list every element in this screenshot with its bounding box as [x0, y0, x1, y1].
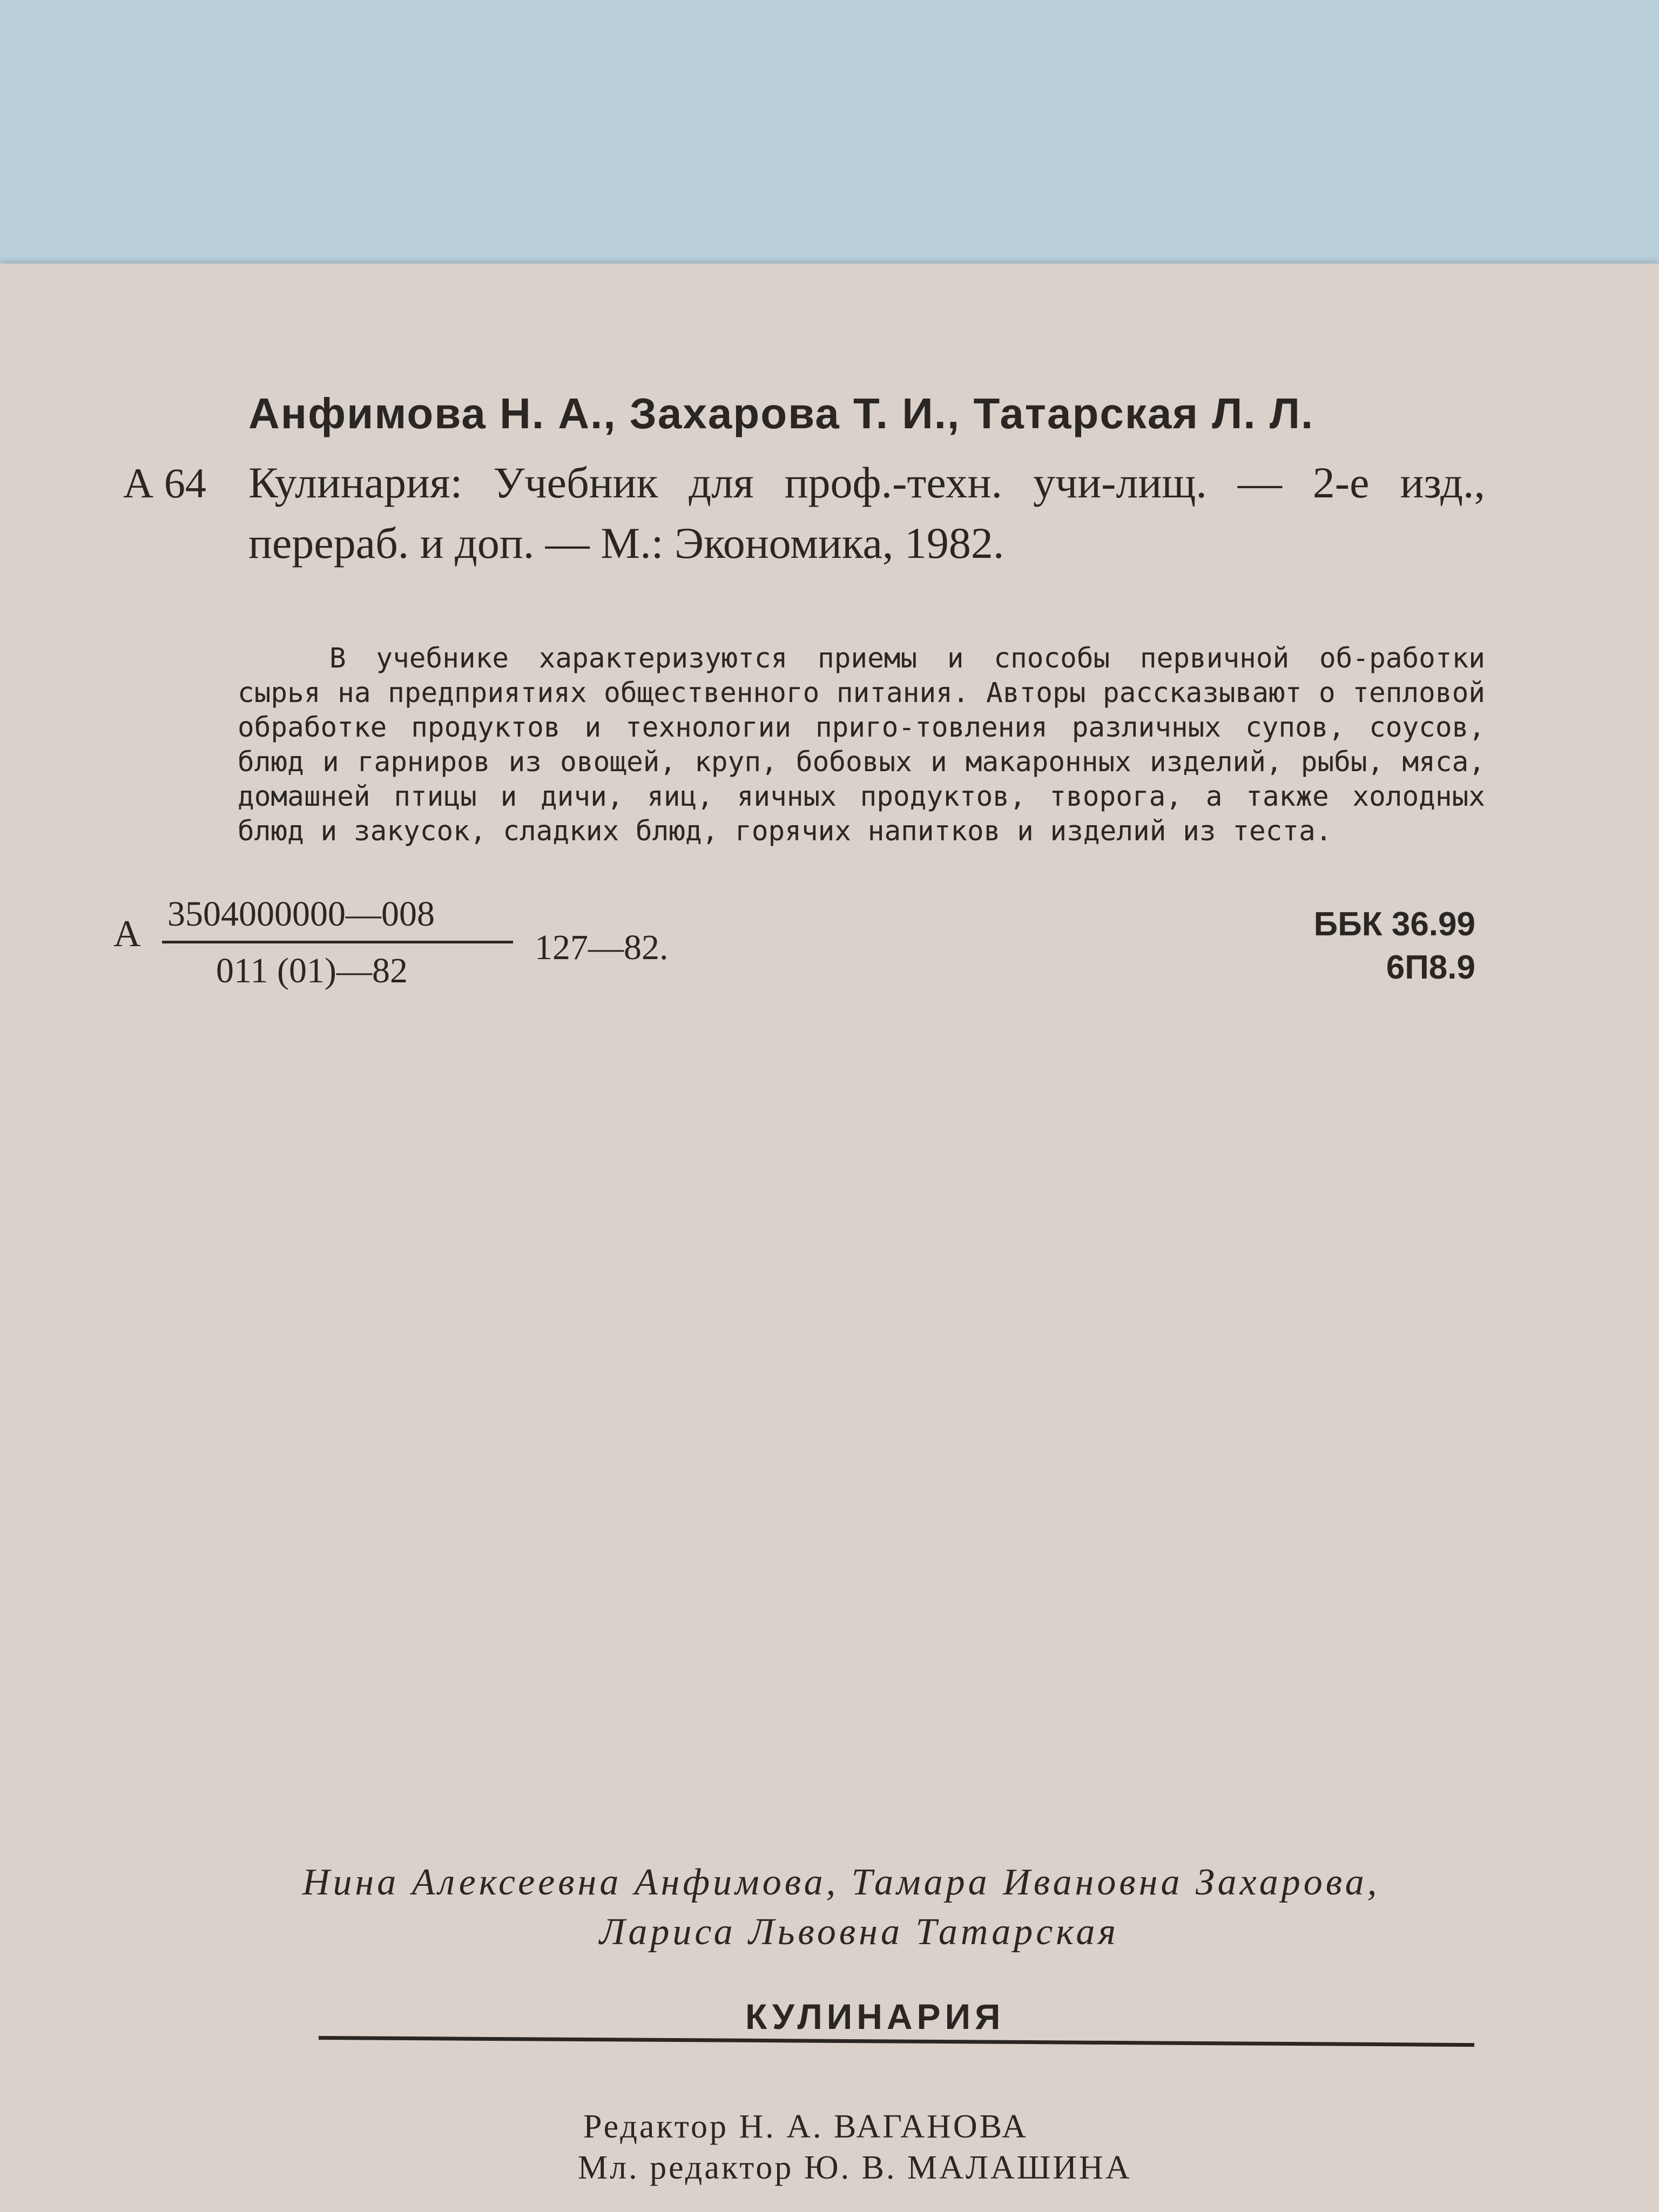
- bbk-subcode: 6П8.9: [1386, 949, 1475, 986]
- book-title: КУЛИНАРИЯ: [745, 1997, 1005, 2036]
- full-names-line-2: Лариса Львовна Татарская: [599, 1911, 1119, 1953]
- order-code: 127—82.: [535, 928, 669, 967]
- annotation-paragraph: В учебнике характеризуются приемы и способы первичной об-работки сырья на предприятиях общественного питания. Авторы рассказывают о тепловой обработке продуктов и технологии приго-товления различных супов, соусов, блюд и гарниров из овощей, круп, бобовых и макаронных изделий, рыбы, мяса, домашней птицы и дичи, яиц, яичных продуктов, творога, а также холодных блюд и закусок, сладких блюд, горячих напитков и изделий из теста.: [238, 643, 1485, 847]
- fraction-numerator: 3504000000—008: [167, 894, 435, 934]
- bbk-code: ББК 36.99: [1313, 906, 1475, 943]
- junior-editor-credit: Мл. редактор Ю. В. МАЛАШИНА: [578, 2149, 1132, 2186]
- editorial-credits: [578, 2106, 1132, 2188]
- editor-credit: Редактор Н. А. ВАГАНОВА: [583, 2108, 1028, 2145]
- fraction-denominator: 011 (01)—82: [216, 951, 408, 990]
- author-full-names: [302, 1858, 1491, 1957]
- authors-line: Анфимова Н. А., Захарова Т. И., Татарская Л. Л.: [248, 389, 1314, 437]
- annotation-text: [238, 642, 1485, 849]
- bibliographic-title: Кулинария: Учебник для проф.-техн. учи-лищ. — 2-е изд., перераб. и доп. — М.: Экономика, 1982.: [248, 458, 1485, 568]
- fraction-prefix: А: [113, 913, 141, 955]
- bbk-block: [1314, 903, 1475, 989]
- full-names-line-1: Нина Алексеевна Анфимова, Тамара Ивановна Захарова,: [302, 1862, 1380, 1903]
- catalog-code: А 64: [123, 460, 206, 507]
- fraction-bar: [162, 941, 513, 943]
